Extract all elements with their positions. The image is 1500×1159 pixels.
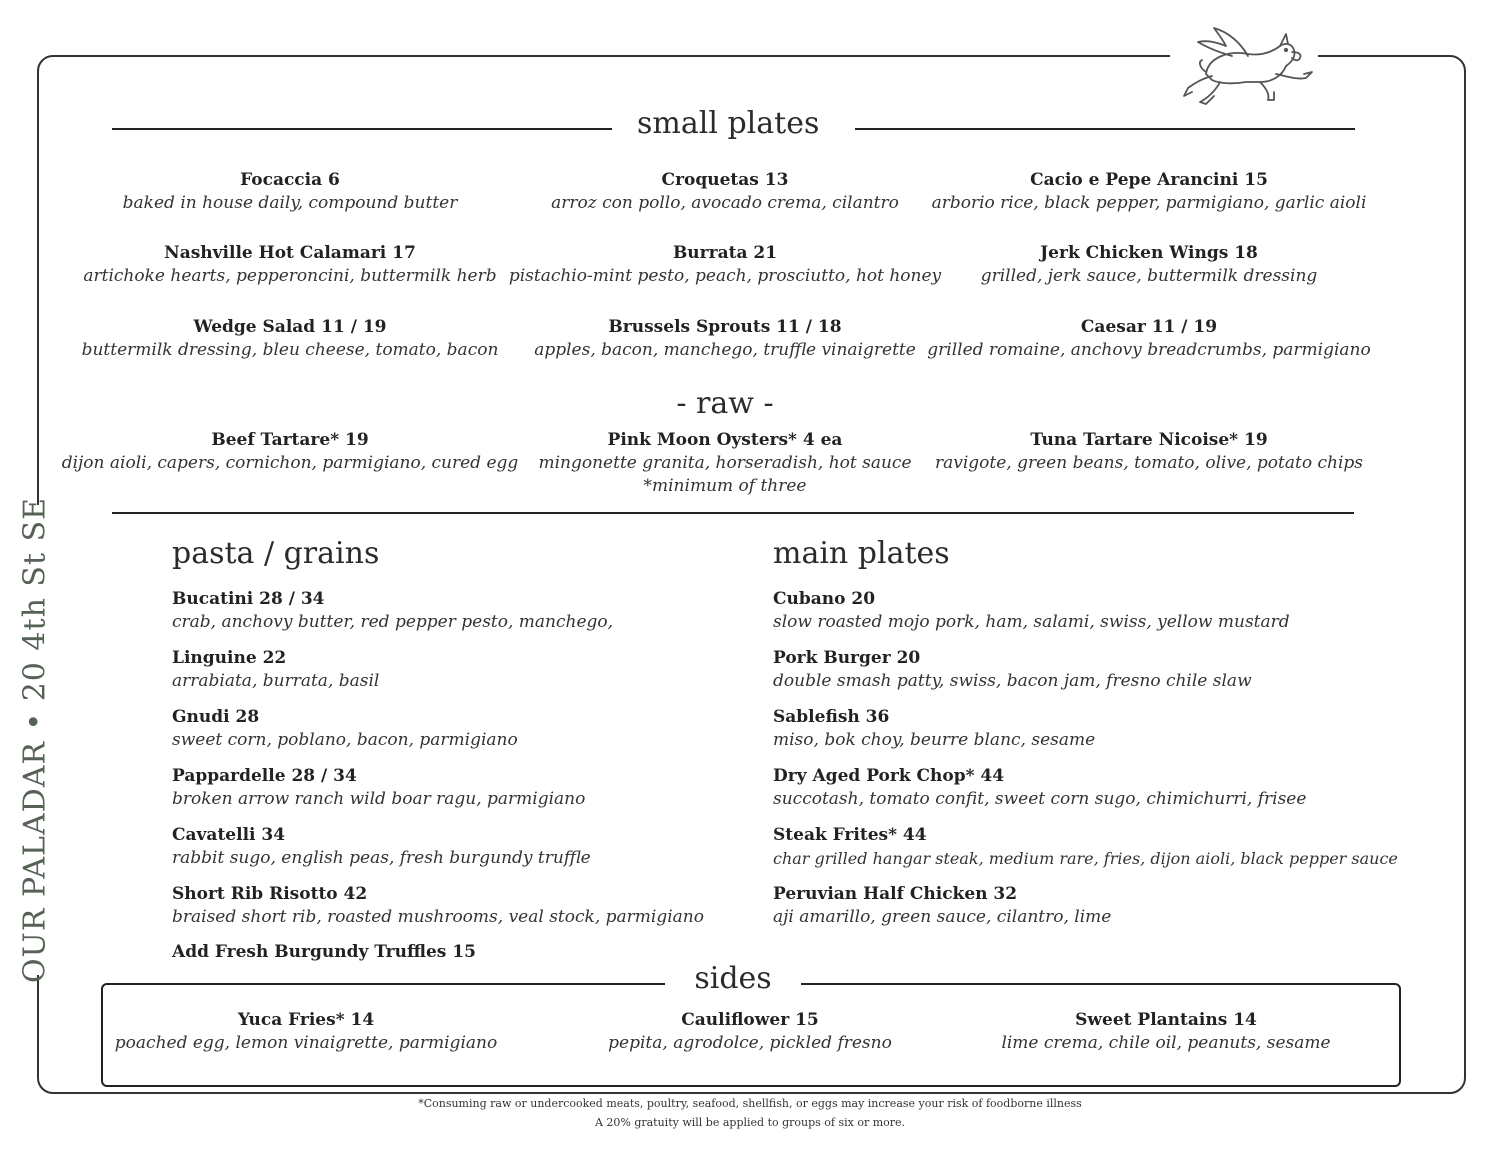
foodborne-warning: *Consuming raw or undercooked meats, poultry, seafood, shellfish, or eggs may increase your risk of foodborne illness (418, 1097, 1082, 1110)
item-description: baked in house daily, compound butter (122, 193, 458, 213)
menu-item (981, 241, 1318, 288)
section-title-raw: - raw - (676, 386, 774, 421)
menu-item (608, 1008, 892, 1055)
item-name: Cubano 20 (773, 589, 876, 609)
item-name: Burrata 21 (672, 243, 778, 263)
item-name: Peruvian Half Chicken 32 (773, 884, 1018, 904)
item-name: Pappardelle 28 / 34 (172, 766, 357, 786)
item-name: Jerk Chicken Wings 18 (1040, 243, 1258, 263)
item-description: miso, bok choy, beurre blanc, sesame (773, 730, 1096, 750)
item-description: aji amarillo, green sauce, cilantro, lime (773, 907, 1112, 927)
item-name: Nashville Hot Calamari 17 (164, 243, 416, 263)
menu-item (172, 764, 585, 811)
item-name: Cauliflower 15 (681, 1010, 819, 1030)
item-description: ravigote, green beans, tomato, olive, potato chips (934, 453, 1364, 473)
item-description: broken arrow ranch wild boar ragu, parmigiano (172, 789, 586, 809)
item-name: Bucatini 28 / 34 (172, 589, 325, 609)
item-description: arborio rice, black pepper, parmigiano, garlic aioli (931, 193, 1367, 213)
item-name: Sweet Plantains 14 (1075, 1010, 1257, 1030)
item-description: sweet corn, poblano, bacon, parmigiano (172, 730, 518, 750)
menu-addon (172, 940, 476, 964)
item-description: apples, bacon, manchego, truffle vinaigrette (534, 340, 916, 360)
restaurant-banner: OUR PALADAR • 20 4th St SE (17, 496, 53, 984)
item-description: artichoke hearts, pepperoncini, buttermilk herb (83, 266, 497, 286)
item-description: arrabiata, burrata, basil (172, 671, 380, 691)
section-title-small-plates: small plates (637, 106, 820, 141)
flying-pig-icon (1176, 16, 1318, 108)
menu-item (123, 168, 458, 215)
item-name: Brussels Sprouts 11 / 18 (608, 317, 842, 337)
item-description: slow roasted mojo pork, ham, salami, swiss, yellow mustard (773, 612, 1290, 632)
menu-item (1001, 1008, 1330, 1055)
menu-item (773, 646, 1252, 693)
item-name: Dry Aged Pork Chop* 44 (773, 766, 1005, 786)
menu-item (773, 705, 1095, 752)
item-name: Croquetas 13 (661, 170, 789, 190)
menu-item (172, 646, 379, 693)
item-name: Tuna Tartare Nicoise* 19 (1030, 430, 1268, 450)
item-name: Cacio e Pepe Arancini 15 (1030, 170, 1268, 190)
divider (112, 512, 1354, 514)
item-description: buttermilk dressing, bleu cheese, tomato, bacon (81, 340, 499, 360)
item-name: Wedge Salad 11 / 19 (193, 317, 387, 337)
addon-name: Add Fresh Burgundy Truffles 15 (172, 942, 476, 962)
menu-item (773, 587, 1290, 634)
header-rule (112, 128, 612, 130)
item-description: lime crema, chile oil, peanuts, sesame (1001, 1033, 1331, 1053)
item-name: Cavatelli 34 (172, 825, 286, 845)
item-description: grilled romaine, anchovy breadcrumbs, parmigiano (927, 340, 1371, 360)
gratuity-note: A 20% gratuity will be applied to groups of six or more. (594, 1116, 906, 1129)
menu-item (83, 241, 496, 288)
menu-item (62, 428, 519, 475)
menu-item (172, 882, 704, 929)
item-description: dijon aioli, capers, cornichon, parmigiano, cured egg (61, 453, 519, 473)
item-name: Caesar 11 / 19 (1080, 317, 1218, 337)
section-title-mains: main plates (773, 536, 950, 571)
item-description: double smash patty, swiss, bacon jam, fresno chile slaw (773, 671, 1252, 691)
item-description: rabbit sugo, english peas, fresh burgundy truffle (172, 848, 591, 868)
item-description: pistachio-mint pesto, peach, prosciutto, hot honey (508, 266, 942, 286)
menu-item (172, 705, 518, 752)
menu-item (172, 587, 613, 634)
menu-item (773, 823, 1398, 870)
menu-item (538, 428, 911, 498)
section-title-pasta: pasta / grains (172, 536, 380, 571)
item-description: crab, anchovy butter, red pepper pesto, manchego, (172, 612, 614, 632)
item-description: pepita, agrodolce, pickled fresno (608, 1033, 892, 1053)
item-description: grilled, jerk sauce, buttermilk dressing (980, 266, 1318, 286)
item-note: *minimum of three (643, 476, 807, 496)
menu-item (551, 168, 899, 215)
item-name: Pink Moon Oysters* 4 ea (607, 430, 843, 450)
item-description: arroz con pollo, avocado crema, cilantro (551, 193, 899, 213)
item-name: Sablefish 36 (773, 707, 890, 727)
item-name: Pork Burger 20 (773, 648, 921, 668)
menu-item (773, 764, 1306, 811)
item-name: Focaccia 6 (240, 170, 340, 190)
menu-item (927, 315, 1371, 362)
menu-item (534, 315, 916, 362)
item-description: braised short rib, roasted mushrooms, veal stock, parmigiano (172, 907, 704, 927)
menu-item (115, 1008, 497, 1055)
section-title-sides: sides (694, 961, 772, 996)
item-name: Steak Frites* 44 (773, 825, 927, 845)
menu-item (82, 315, 499, 362)
menu-item (773, 882, 1111, 929)
item-description: poached egg, lemon vinaigrette, parmigiano (114, 1033, 498, 1053)
item-description: mingonette granita, horseradish, hot sauce (538, 453, 912, 473)
item-description: succotash, tomato confit, sweet corn sugo, chimichurri, frisee (773, 789, 1307, 809)
menu-item (935, 428, 1363, 475)
header-rule (855, 128, 1355, 130)
item-name: Beef Tartare* 19 (211, 430, 369, 450)
item-name: Linguine 22 (172, 648, 287, 668)
menu-item (172, 823, 591, 870)
item-name: Gnudi 28 (172, 707, 260, 727)
menu-item (509, 241, 941, 288)
item-name: Short Rib Risotto 42 (172, 884, 368, 904)
item-name: Yuca Fries* 14 (237, 1010, 375, 1030)
menu-item (932, 168, 1367, 215)
item-description: char grilled hangar steak, medium rare, fries, dijon aioli, black pepper sauce (773, 849, 1398, 868)
